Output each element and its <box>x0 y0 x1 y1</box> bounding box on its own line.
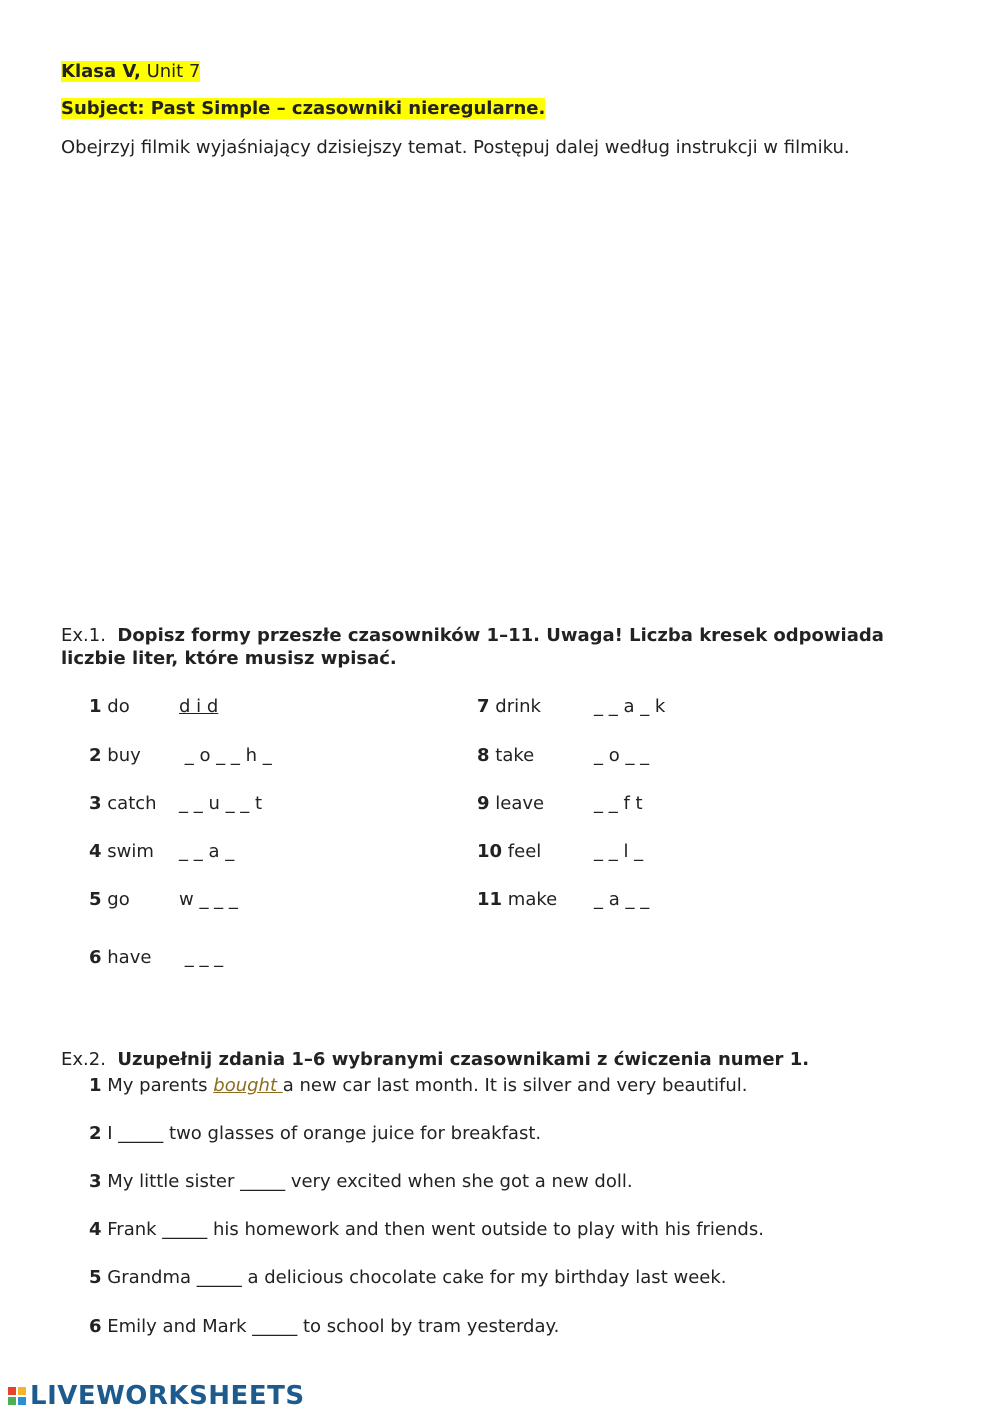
ex2-sentence <box>89 1267 726 1288</box>
sentence-answer-field[interactable]: _____ <box>118 1123 164 1144</box>
item-number: 5 <box>89 889 102 910</box>
sentence-text: a delicious chocolate cake for my birthday last week. <box>241 1267 727 1288</box>
sentence-answer-field[interactable]: bought <box>213 1075 283 1096</box>
sentence-number: 1 <box>89 1075 102 1096</box>
ex2-sentence <box>89 1219 764 1240</box>
logo-block <box>18 1397 26 1405</box>
item-number: 10 <box>477 841 503 862</box>
item-verb: feel <box>507 841 542 862</box>
ex1-item <box>89 947 151 968</box>
subject-heading <box>61 98 545 119</box>
ex1-instruction: Dopisz formy przeszłe czasowników 1–11. Uwaga! Liczba kresek odpowiada <box>117 625 884 646</box>
sentence-text: to school by tram yesterday. <box>297 1316 560 1337</box>
item-number: 6 <box>89 947 102 968</box>
ex1-item <box>477 745 534 766</box>
sentence-text: a new car last month. It is silver and very beautiful. <box>282 1075 748 1096</box>
instruction-text: Obejrzyj filmik wyjaśniający dzisiejszy temat. Postępuj dalej według instrukcji w filmiku. <box>61 137 850 158</box>
item-number: 1 <box>89 696 102 717</box>
item-number: 11 <box>477 889 503 910</box>
ex1-item <box>477 696 541 717</box>
sentence-answer-field[interactable]: _____ <box>252 1316 298 1337</box>
sentence-text: two glasses of orange juice for breakfast. <box>163 1123 542 1144</box>
item-number: 8 <box>477 745 490 766</box>
sentence-text: My parents <box>107 1075 214 1096</box>
ex1-answer-field[interactable]: d i d <box>179 696 219 717</box>
sentence-number: 4 <box>89 1219 102 1240</box>
item-number: 4 <box>89 841 102 862</box>
sentence-text: I <box>107 1123 119 1144</box>
sentence-number: 6 <box>89 1316 102 1337</box>
ex1-instruction-cont: liczbie liter, które musisz wpisać. <box>61 648 397 669</box>
sentence-text: his homework and then went outside to play with his friends. <box>207 1219 764 1240</box>
ex1-answer-field[interactable]: _ _ a _ k <box>594 696 666 717</box>
item-verb: drink <box>495 696 541 717</box>
ex1-answer-field[interactable]: _ a _ _ <box>594 889 650 910</box>
item-number: 9 <box>477 793 490 814</box>
ex1-answer-field[interactable]: _ _ l _ <box>594 841 644 862</box>
ex1-item <box>89 889 130 910</box>
logo-blocks-icon <box>8 1387 26 1405</box>
ex1-answer-field[interactable]: _ _ a _ <box>179 841 235 862</box>
ex1-item <box>477 793 544 814</box>
ex1-answer-field[interactable]: _ _ f t <box>594 793 643 814</box>
ex1-item <box>89 793 157 814</box>
sentence-number: 5 <box>89 1267 102 1288</box>
sentence-answer-field[interactable]: _____ <box>240 1171 286 1192</box>
ex2-sentence <box>89 1316 559 1337</box>
sentence-text: Grandma <box>107 1267 197 1288</box>
liveworksheets-logo[interactable] <box>8 1381 305 1411</box>
item-verb: leave <box>495 793 545 814</box>
ex2-sentence <box>89 1075 748 1096</box>
item-number: 3 <box>89 793 102 814</box>
ex2-sentence <box>89 1123 541 1144</box>
ex1-title-line1 <box>61 625 884 646</box>
ex1-answer-field[interactable]: _ _ u _ _ t <box>179 793 263 814</box>
ex1-answer-field[interactable]: _ o _ _ h _ <box>179 745 272 766</box>
item-number: 2 <box>89 745 102 766</box>
logo-text: LIVEWORKSHEETS <box>30 1381 305 1411</box>
item-verb: do <box>107 696 130 717</box>
ex1-item <box>477 889 557 910</box>
sentence-text: My little sister <box>107 1171 241 1192</box>
sentence-text: Emily and Mark <box>107 1316 253 1337</box>
logo-block <box>8 1397 16 1405</box>
sentence-text: very excited when she got a new doll. <box>285 1171 633 1192</box>
item-verb: go <box>107 889 130 910</box>
unit-label: Unit 7 <box>140 61 201 82</box>
item-verb: buy <box>107 745 141 766</box>
sentence-number: 3 <box>89 1171 102 1192</box>
ex1-item <box>89 696 130 717</box>
ex2-label: Ex.2. <box>61 1049 106 1070</box>
ex1-label: Ex.1. <box>61 625 106 646</box>
ex1-title-line2 <box>61 648 397 669</box>
class-label: Klasa V, <box>61 61 141 82</box>
sentence-answer-field[interactable]: _____ <box>162 1219 208 1240</box>
sentence-answer-field[interactable]: _____ <box>196 1267 242 1288</box>
ex2-sentence <box>89 1171 633 1192</box>
ex1-answer-field[interactable]: _ o _ _ <box>594 745 650 766</box>
sentence-number: 2 <box>89 1123 102 1144</box>
logo-block <box>18 1387 26 1395</box>
ex2-instruction: Uzupełnij zdania 1–6 wybranymi czasownikami z ćwiczenia numer 1. <box>117 1049 810 1070</box>
class-heading <box>61 61 200 82</box>
sentence-text: Frank <box>107 1219 163 1240</box>
item-verb: take <box>495 745 535 766</box>
subject-text: Subject: Past Simple – czasowniki nieregularne. <box>61 98 546 119</box>
logo-block <box>8 1387 16 1395</box>
item-verb: catch <box>107 793 157 814</box>
item-verb: swim <box>107 841 154 862</box>
ex2-title <box>61 1049 809 1070</box>
ex1-item <box>89 841 154 862</box>
item-number: 7 <box>477 696 490 717</box>
ex1-item <box>477 841 541 862</box>
item-verb: make <box>507 889 558 910</box>
item-verb: have <box>107 947 152 968</box>
ex1-item <box>89 745 141 766</box>
ex1-answer-field[interactable]: _ _ _ <box>179 947 224 968</box>
ex1-answer-field[interactable]: w _ _ _ <box>179 889 238 910</box>
